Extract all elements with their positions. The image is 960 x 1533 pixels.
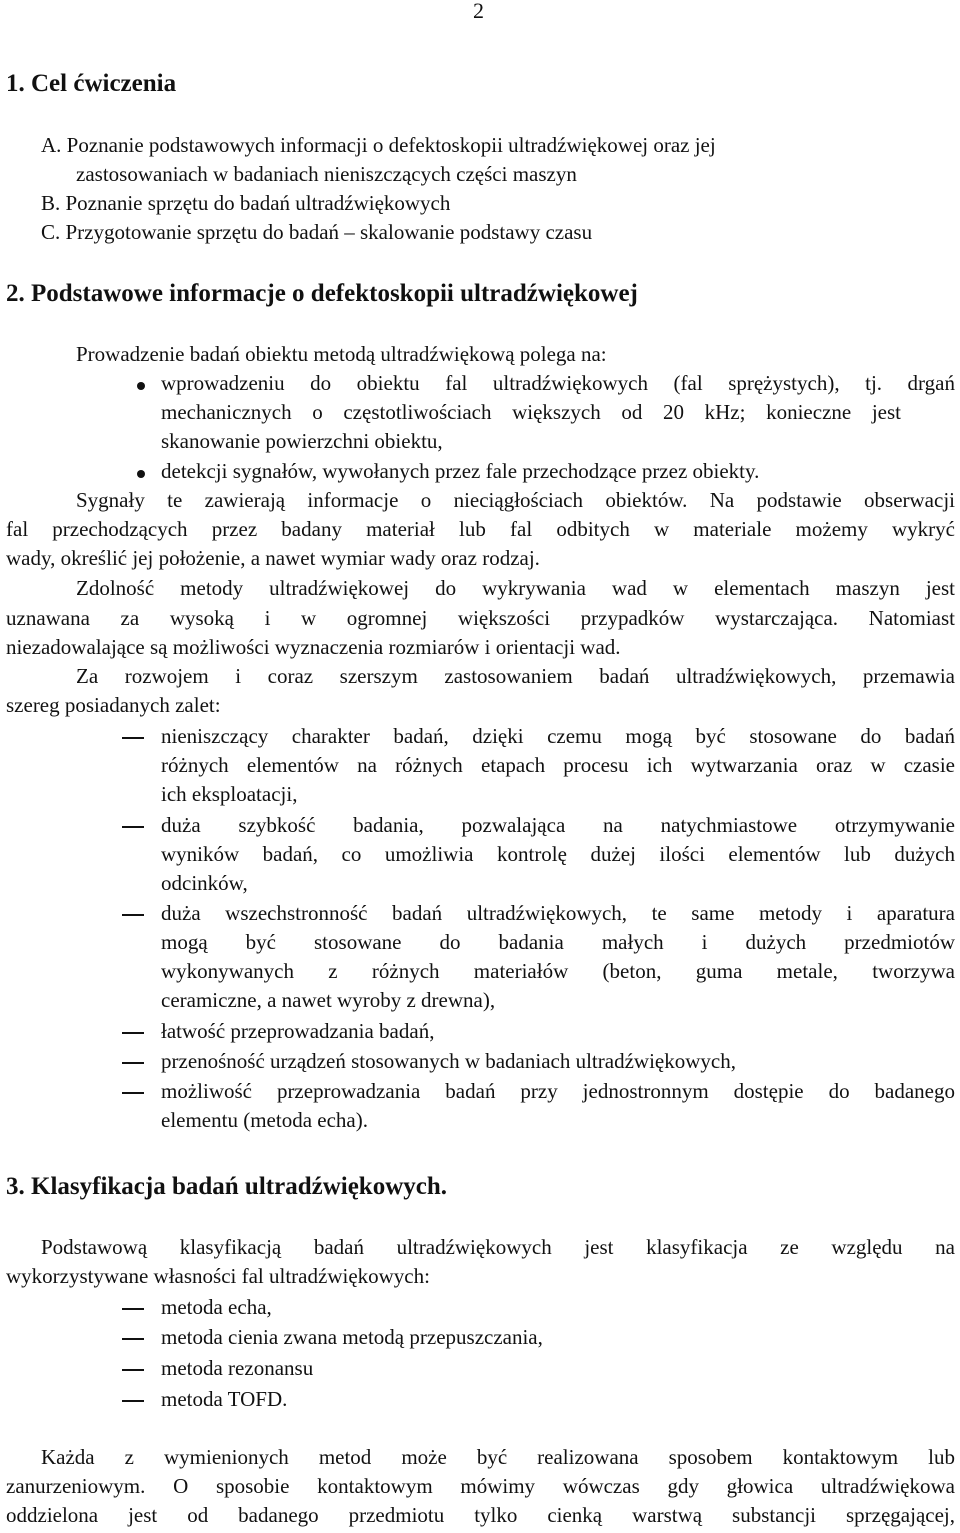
section-3-intro-line-1: Podstawową klasyfikacją badań ultradźwiękowych jest klasyfikacja ze względu na: [41, 1235, 955, 1259]
para-2-line-2: uznawana za wysoką i w ogromnej większości przypadków wystarczająca. Natomiast: [6, 606, 955, 630]
advantage-2-line-1: duża szybkość badania, pozwalająca na natychmiastowe otrzymywanie: [161, 813, 955, 837]
advantage-5: przenośność urządzeń stosowanych w badaniach ultradźwiękowych,: [161, 1049, 736, 1073]
objective-a-line-1: A. Poznanie podstawowych informacji o defektoskopii ultradźwiękowej oraz jej: [41, 133, 716, 157]
section-3-title: 3. Klasyfikacja badań ultradźwiękowych.: [6, 1173, 448, 1200]
advantage-3-line-2: mogą być stosowane do badania małych i dużych przedmiotów: [161, 930, 955, 954]
section-2-intro: Prowadzenie badań obiektu metodą ultradźwiękową polega na:: [76, 342, 607, 366]
dash-icon: [122, 1400, 144, 1402]
bullet-icon: [137, 470, 145, 478]
section-3-intro-line-2: wykorzystywane własności fal ultradźwiękowych:: [6, 1264, 430, 1288]
bullet-1-line-2: mechanicznych o częstotliwościach większych od 20 kHz; konieczne jest: [161, 400, 901, 424]
objective-b: B. Poznanie sprzętu do badań ultradźwiękowych: [41, 191, 451, 215]
dash-icon: [122, 1092, 144, 1094]
advantage-1-line-3: ich eksploatacji,: [161, 782, 298, 806]
bullet-1-line-3: skanowanie powierzchni obiektu,: [161, 429, 443, 453]
advantage-6-line-2: elementu (metoda echa).: [161, 1108, 368, 1132]
bullet-icon: [137, 382, 145, 390]
advantage-2-line-3: odcinków,: [161, 871, 248, 895]
objective-a-line-2: zastosowaniach w badaniach nieniszczących części maszyn: [76, 162, 577, 186]
page-number: 2: [473, 0, 484, 23]
para-1-line-1: Sygnały te zawierają informacje o nieciągłościach obiektów. Na podstawie obserwacji: [76, 488, 955, 512]
method-echo: metoda echa,: [161, 1295, 272, 1319]
advantage-3-line-1: duża wszechstronność badań ultradźwiękowych, te same metody i aparatura: [161, 901, 955, 925]
para-1-line-2: fal przechodzących przez badany materiał lub fal odbitych w materiale możemy wykryć: [6, 517, 955, 541]
advantage-1-line-1: nieniszczący charakter badań, dzięki czemu mogą być stosowane do badań: [161, 724, 955, 748]
advantage-3-line-4: ceramiczne, a nawet wyroby z drewna),: [161, 988, 496, 1012]
dash-icon: [122, 1062, 144, 1064]
advantage-6-line-1: możliwość przeprowadzania badań przy jednostronnym dostępie do badanego: [161, 1079, 955, 1103]
method-tofd: metoda TOFD.: [161, 1387, 288, 1411]
method-resonance: metoda rezonansu: [161, 1356, 314, 1380]
final-para-line-2: zanurzeniowym. O sposobie kontaktowym mówimy wówczas gdy głowica ultradźwiękowa: [6, 1474, 955, 1498]
section-2-title: 2. Podstawowe informacje o defektoskopii ultradźwiękowej: [6, 280, 638, 307]
para-2-line-1: Zdolność metody ultradźwiękowej do wykrywania wad w elementach maszyn jest: [76, 576, 955, 600]
section-1-title: 1. Cel ćwiczenia: [6, 70, 177, 97]
dash-icon: [122, 1369, 144, 1371]
dash-icon: [122, 1338, 144, 1340]
dash-icon: [122, 1032, 144, 1034]
para-1-line-3: wady, określić jej położenie, a nawet wymiar wady oraz rodzaj.: [6, 546, 540, 570]
dash-icon: [122, 826, 144, 828]
bullet-2: detekcji sygnałów, wywołanych przez fale przechodzące przez obiekty.: [161, 459, 760, 483]
para-3-line-2: szereg posiadanych zalet:: [6, 693, 221, 717]
dash-icon: [122, 737, 144, 739]
advantage-4: łatwość przeprowadzania badań,: [161, 1019, 435, 1043]
final-para-line-3: oddzielona jest od badanego przedmiotu tylko cienką warstwą substancji sprzęgającej,: [6, 1503, 955, 1527]
method-shadow: metoda cienia zwana metodą przepuszczania,: [161, 1325, 543, 1349]
bullet-1-line-1: wprowadzeniu do obiektu fal ultradźwiękowych (fal sprężystych), tj. drgań: [161, 371, 955, 395]
para-2-line-3: niezadowalające są możliwości wyznaczenia rozmiarów i orientacji wad.: [6, 635, 621, 659]
advantage-3-line-3: wykonywanych z różnych materiałów (beton, guma metale, tworzywa: [161, 959, 955, 983]
para-3-line-1: Za rozwojem i coraz szerszym zastosowaniem badań ultradźwiękowych, przemawia: [76, 664, 955, 688]
dash-icon: [122, 914, 144, 916]
advantage-2-line-2: wyników badań, co umożliwia kontrolę dużej ilości elementów lub dużych: [161, 842, 955, 866]
final-para-line-1: Każda z wymienionych metod może być realizowana sposobem kontaktowym lub: [41, 1445, 955, 1469]
dash-icon: [122, 1308, 144, 1310]
objective-c: C. Przygotowanie sprzętu do badań – skalowanie podstawy czasu: [41, 220, 593, 244]
advantage-1-line-2: różnych elementów na różnych etapach procesu ich wytwarzania oraz w czasie: [161, 753, 955, 777]
